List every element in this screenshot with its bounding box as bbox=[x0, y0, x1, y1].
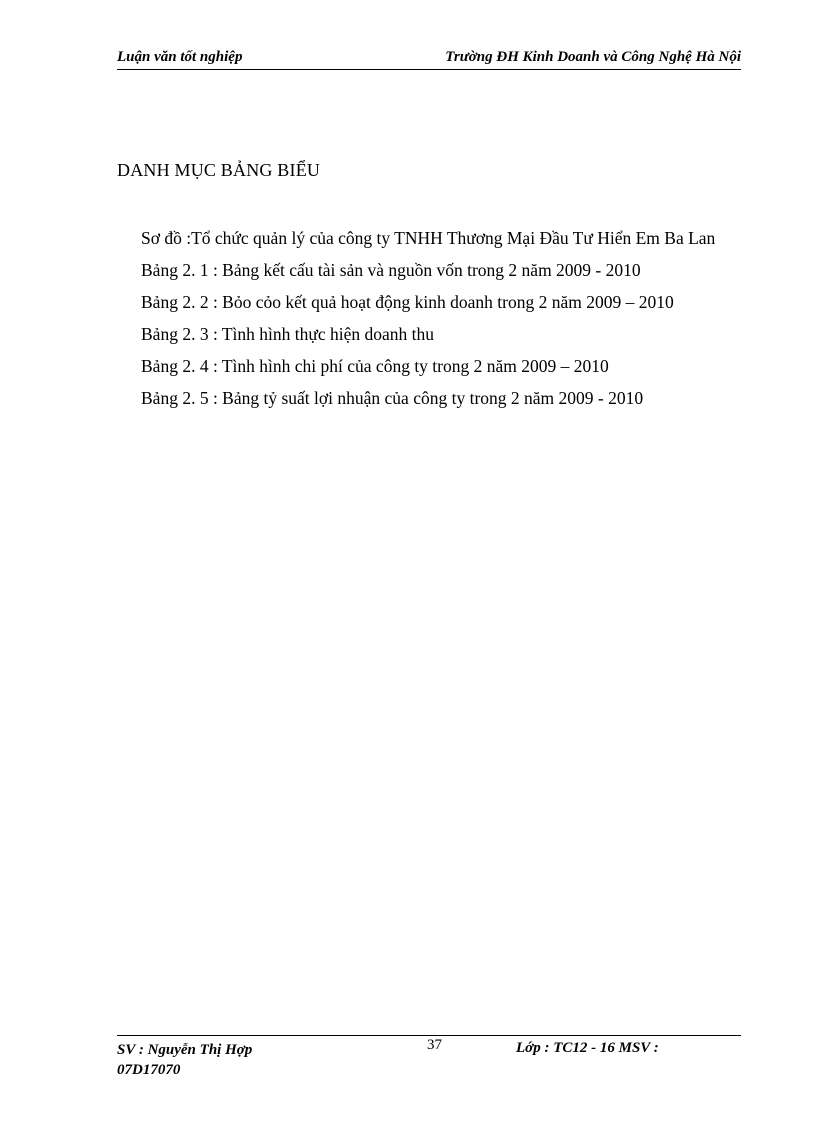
list-item: Bảng 2. 2 : Bỏo cỏo kết quả hoạt động kinh doanh trong 2 năm 2009 – 2010 bbox=[141, 292, 674, 312]
header-thesis-label: Luận văn tốt nghiệp bbox=[117, 49, 243, 65]
page-number: 37 bbox=[427, 1037, 442, 1053]
footer-class-info: Lớp : TC12 - 16 MSV : bbox=[516, 1040, 659, 1056]
list-item: Bảng 2. 5 : Bảng tỷ suất lợi nhuận của công ty trong 2 năm 2009 - 2010 bbox=[141, 388, 644, 408]
list-item: Bảng 2. 4 : Tình hình chi phí của công ty trong 2 năm 2009 – 2010 bbox=[141, 356, 609, 376]
footer-divider bbox=[117, 1035, 741, 1036]
footer-student-info bbox=[117, 1040, 252, 1080]
header-university-name: Trường ĐH Kinh Doanh và Công Nghệ Hà Nội bbox=[445, 49, 741, 65]
footer-student-id: 07D17070 bbox=[117, 1062, 181, 1078]
footer-student-name: SV : Nguyễn Thị Hợp bbox=[117, 1042, 253, 1058]
list-item: Bảng 2. 1 : Bảng kết cấu tài sản và nguồn vốn trong 2 năm 2009 - 2010 bbox=[141, 260, 641, 280]
list-item: Sơ đồ :Tổ chức quản lý của công ty TNHH Thương Mại Đầu Tư Hiển Em Ba Lan bbox=[141, 228, 716, 248]
page-header bbox=[117, 47, 741, 70]
page-title: DANH MỤC BẢNG BIỂU bbox=[117, 160, 321, 180]
table-list bbox=[141, 222, 741, 414]
list-item: Bảng 2. 3 : Tình hình thực hiện doanh thu bbox=[141, 324, 435, 344]
